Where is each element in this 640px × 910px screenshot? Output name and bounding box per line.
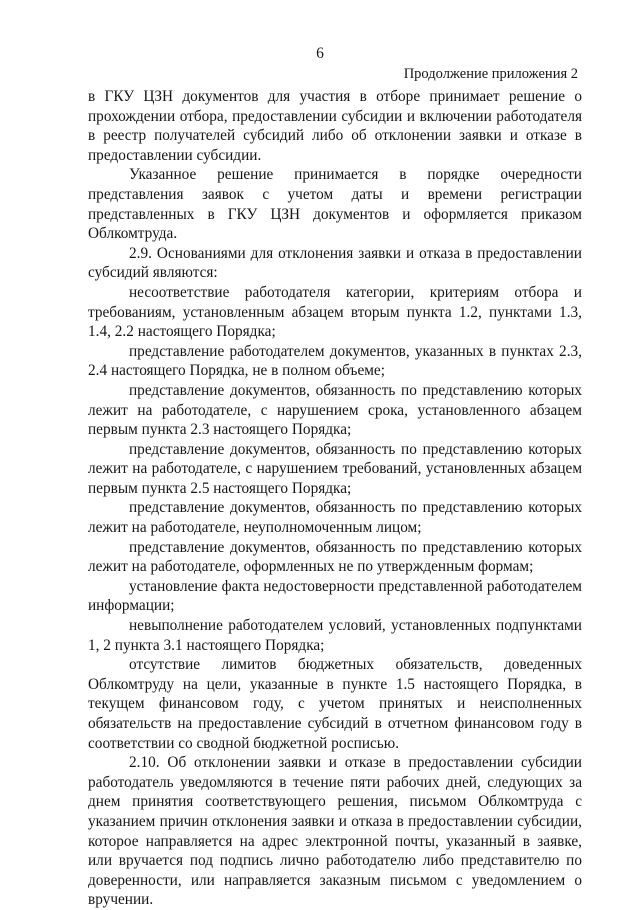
paragraph-ground-requirements-violation: представление документов, обязанность по представлению которых лежит на работодателе, с нарушением требований, установленных абзацем первым пункта 2.5 настоящего Порядка; bbox=[88, 440, 582, 497]
page-number: 6 bbox=[316, 45, 324, 62]
paragraph-ground-late-docs: представление документов, обязанность по представлению которых лежит на работодателе, с нарушением срока, установленного абзацем первым пункта 2.3 настоящего Порядка; bbox=[88, 381, 582, 439]
paragraph-ground-false-info: установление факта недостоверности представленной работодателем информации; bbox=[88, 577, 582, 615]
paragraph-section-2-10: 2.10. Об отклонении заявки и отказе в предоставлении субсидии работодатель уведомляются в течение пяти рабочих дней, следующих за днем принятия соответствующего решения, письмом Облкомтруда с указанием причин отклонения заявки и отказа в предоставлении субсидии, которое направляется на адрес электронной почты, указанный в заявке, или вручается под подпись лично работодателю либо представителю по доверенности, или направляется заказным письмом с уведомлением о вручении. bbox=[88, 754, 582, 909]
paragraph-ground-unauthorized-person: представление документов, обязанность по представлению которых лежит на работодателе, неуполномоченным лицом; bbox=[88, 499, 582, 537]
appendix-continuation-label: Продолжение приложения 2 bbox=[403, 66, 578, 82]
paragraph-ground-wrong-forms: представление документов, обязанность по представлению которых лежит на работодателе, оформленных не по утвержденным формам; bbox=[88, 538, 582, 576]
paragraph-ground-conditions-not-met: невыполнение работодателем условий, установленных подпунктами 1, 2 пункта 3.1 настоящего Порядка; bbox=[88, 617, 582, 654]
paragraph-ground-no-budget-limits: отсутствие лимитов бюджетных обязательств, доведенных Облкомтруду на цели, указанные в пункте 1.5 настоящего Порядка, в текущем финансовом году, с учетом принятых и неисполненных обязательств на предоставление субсидий в отчетном финансовом году в соответствии со сводной бюджетной росписью. bbox=[88, 656, 582, 752]
paragraph-section-2-9: 2.9. Основаниями для отклонения заявки и отказа в предоставлении субсидий являются: bbox=[88, 244, 582, 282]
paragraph-ground-category-mismatch: несоответствие работодателя категории, критериям отбора и требованиям, установленным абзацем вторым пункта 1.2, пунктами 1.3, 1.4, 2.2 настоящего Порядка; bbox=[88, 283, 582, 341]
paragraph-ground-incomplete-docs: представление работодателем документов, указанных в пунктах 2.3, 2.4 настоящего Порядка, не в полном объеме; bbox=[88, 342, 582, 380]
paragraph-decision-continuation: в ГКУ ЦЗН документов для участия в отборе принимает решение о прохождении отбора, предоставлении субсидии и включении работодателя в реестр получателей субсидий либо об отклонении заявки и отказе в предоставлении субсидии. bbox=[88, 88, 582, 164]
paragraph-decision-order: Указанное решение принимается в порядке очередности представления заявок с учетом даты и времени регистрации представленных в ГКУ ЦЗН документов и оформляется приказом Облкомтруда. bbox=[88, 166, 582, 243]
document-body bbox=[88, 87, 582, 910]
